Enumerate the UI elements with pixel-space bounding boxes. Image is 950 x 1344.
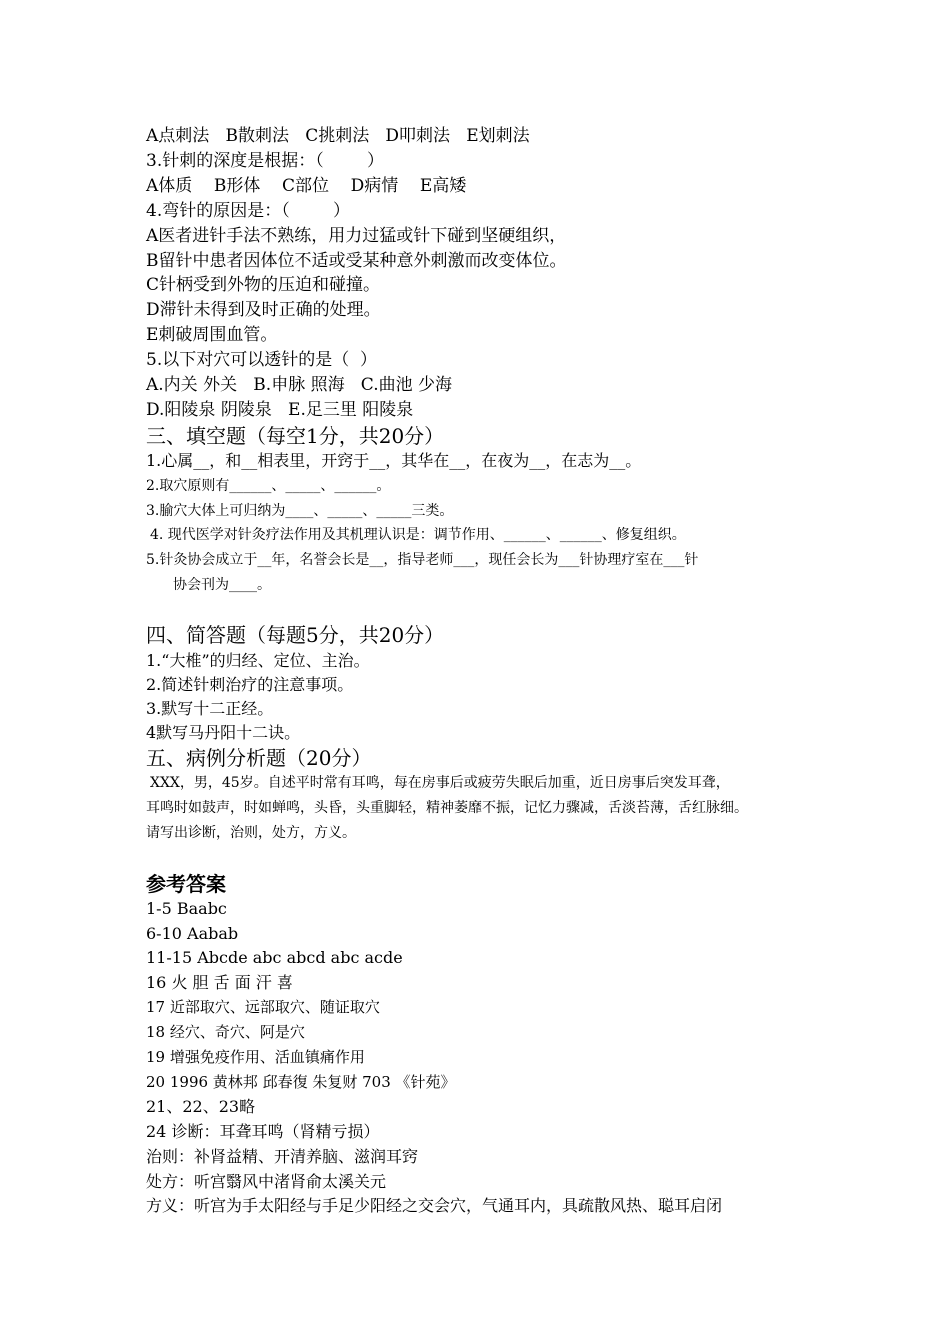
- answer-6-10: 6-10 Aabab: [146, 924, 239, 943]
- section4-title: 四、简答题（每题5分，共20分）: [146, 623, 445, 647]
- short-question-1: 1.“大椎”的归经、定位、主治。: [146, 651, 370, 670]
- answer-24-prescription: 处方：听宫翳风中渚肾俞太溪关元: [146, 1172, 387, 1191]
- answers-title: 参考答案: [146, 872, 226, 896]
- short-question-4: 4默写马丹阳十二诀。: [146, 723, 301, 742]
- section3-title: 三、填空题（每空1分，共20分）: [146, 424, 445, 448]
- section5-title: 五、病例分析题（20分）: [146, 746, 372, 770]
- fill-question-3: 3.腧穴大体上可归纳为____、_____、_____三类。: [146, 503, 454, 519]
- answer-21-23: 21、22、23略: [146, 1097, 256, 1116]
- fill-question-1: 1.心属__，和__相表里，开窍于__，其华在__，在夜为__，在志为__。: [146, 451, 642, 470]
- q4-option-b: B留针中患者因体位不适或受某种意外刺激而改变体位。: [146, 251, 567, 271]
- q4-option-a: A医者进针手法不熟练，用力过猛或针下碰到坚硬组织，: [146, 226, 567, 246]
- case-text-line2: 耳鸣时如鼓声，时如蝉鸣，头昏，头重脚轻，精神萎靡不振，记忆力骤减，舌淡苔薄，舌红脉细。: [146, 800, 748, 816]
- q3-question: 3.针刺的深度是根据：（ ）: [146, 151, 384, 171]
- answer-19: 19 增强免疫作用、活血镇痛作用: [146, 1048, 365, 1066]
- fill-question-4: 4. 现代医学对针灸疗法作用及其机理认识是：调节作用、______、______、修复组织。: [150, 527, 686, 543]
- answer-11-15: 11-15 Abcde abc abcd abc acde: [146, 948, 403, 967]
- answer-24-diagnosis: 24 诊断：耳聋耳鸣（肾精亏损）: [146, 1122, 380, 1141]
- q4-option-c: C针柄受到外物的压迫和碰撞。: [146, 275, 381, 295]
- answer-16: 16 火 胆 舌 面 汗 喜: [146, 973, 293, 992]
- answer-1-5: 1-5 Baabc: [146, 899, 227, 918]
- q3-options: A体质 B形体 C部位 D病情 E高矮: [146, 176, 467, 196]
- answer-20: 20 1996 黄林邦 邱春復 朱复财 703 《针苑》: [146, 1073, 456, 1091]
- q5-options-abc: A.内关 外关 B.申脉 照海 C.曲池 少海: [146, 375, 453, 395]
- case-text-line3: 请写出诊断，治则，处方，方义。: [146, 825, 356, 841]
- answer-17: 17 近部取穴、远部取穴、随证取穴: [146, 998, 380, 1016]
- case-text-line1: XXX，男，45岁。自述平时常有耳鸣，每在房事后或疲劳失眠后加重，近日房事后突发耳聋，: [150, 775, 730, 791]
- q4-question: 4.弯针的原因是：（ ）: [146, 201, 350, 221]
- q4-option-d: D滞针未得到及时正确的处理。: [146, 300, 381, 320]
- fill-question-2: 2.取穴原则有______、_____、______。: [146, 478, 391, 494]
- short-question-3: 3.默写十二正经。: [146, 699, 274, 718]
- fill-question-5-line1: 5.针灸协会成立于__年，名誉会长是__，指导老师___，现任会长为___针协理疗室在___针: [146, 552, 699, 568]
- short-question-2: 2.简述针刺治疗的注意事项。: [146, 675, 354, 694]
- q2-options: A点刺法 B散刺法 C挑刺法 D叩刺法 E划刺法: [146, 126, 530, 146]
- answer-24-treatment: 治则：补肾益精、开清养脑、滋润耳窍: [146, 1147, 419, 1166]
- q5-options-de: D.阳陵泉 阴陵泉 E.足三里 阳陵泉: [146, 400, 414, 420]
- answer-18: 18 经穴、奇穴、阿是穴: [146, 1023, 305, 1041]
- q4-option-e: E刺破周围血管。: [146, 325, 278, 345]
- answer-24-meaning: 方义：听宫为手太阳经与手足少阳经之交会穴，气通耳内，具疏散风热、聪耳启闭: [146, 1196, 723, 1215]
- q5-question: 5.以下对穴可以透针的是（ ）: [146, 350, 378, 370]
- fill-question-5-line2: 协会刊为____。: [173, 577, 271, 593]
